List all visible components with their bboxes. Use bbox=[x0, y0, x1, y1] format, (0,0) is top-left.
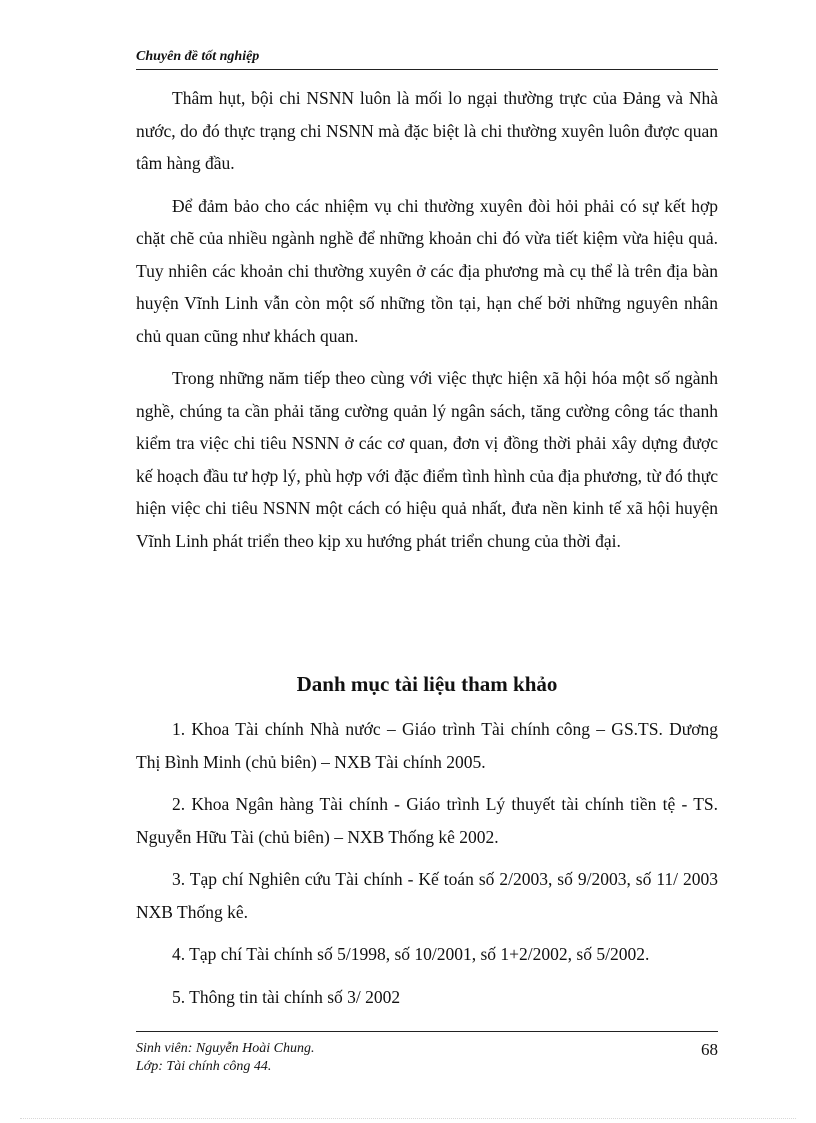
body-paragraph: Thâm hụt, bội chi NSNN luôn là mối lo ngại thường trực của Đảng và Nhà nước, do đó thực trạng chi NSNN mà đặc biệt là chi thường xuyên luôn được quan tâm hàng đầu. bbox=[136, 88, 718, 173]
body-text bbox=[136, 82, 718, 567]
reference-item: 2. Khoa Ngân hàng Tài chính - Giáo trình Lý thuyết tài chính tiền tệ - TS. Nguyễn Hữu Tài (chủ biên) – NXB Thống kê 2002. bbox=[136, 794, 718, 847]
reference-item: 3. Tạp chí Nghiên cứu Tài chính - Kế toán số 2/2003, số 9/2003, số 11/ 2003 NXB Thống kê. bbox=[136, 869, 718, 922]
reference-item: 4. Tạp chí Tài chính số 5/1998, số 10/2001, số 1+2/2002, số 5/2002. bbox=[172, 944, 650, 964]
footer-info bbox=[136, 1040, 314, 1076]
body-paragraph: Trong những năm tiếp theo cùng với việc thực hiện xã hội hóa một số ngành nghề, chúng ta cần phải tăng cường quản lý ngân sách, tăng cường công tác thanh kiểm tra việc chi tiêu NSNN ở các cơ quan, đơn vị đồng thời phải xây dựng được kế hoạch đầu tư hợp lý, phù hợp với đặc điểm tình hình của địa phương, từ đó thực hiện việc chi tiêu NSNN một cách có hiệu quả nhất, đưa nền kinh tế xã hội huyện Vĩnh Linh phát triển theo kịp xu hướng phát triển chung của thời đại. bbox=[136, 368, 718, 551]
footer-divider bbox=[136, 1031, 718, 1032]
running-header bbox=[136, 49, 718, 70]
page-number: 68 bbox=[701, 1040, 718, 1059]
footer-student: Sinh viên: Nguyễn Hoài Chung. bbox=[136, 1041, 315, 1056]
references-title: Danh mục tài liệu tham khảo bbox=[296, 672, 558, 696]
references-list bbox=[136, 713, 718, 1023]
header-title: Chuyên đề tốt nghiệp bbox=[136, 49, 260, 64]
reference-item: 5. Thông tin tài chính số 3/ 2002 bbox=[172, 986, 401, 1007]
page-edge-divider bbox=[20, 1118, 796, 1119]
reference-item: 1. Khoa Tài chính Nhà nước – Giáo trình Tài chính công – GS.TS. Dương Thị Bình Minh (chủ biên) – NXB Tài chính 2005. bbox=[136, 719, 718, 772]
footer-class: Lớp: Tài chính công 44. bbox=[136, 1059, 272, 1074]
body-paragraph: Để đảm bảo cho các nhiệm vụ chi thường xuyên đòi hỏi phải có sự kết hợp chặt chẽ của nhiều ngành nghề để những khoản chi đó vừa tiết kiệm vừa hiệu quả. Tuy nhiên các khoản chi thường xuyên ở các địa phương mà cụ thể là trên địa bàn huyện Vĩnh Linh vẫn còn một số những tồn tại, hạn chế bởi những nguyên nhân chủ quan cũng như khách quan. bbox=[136, 195, 718, 346]
